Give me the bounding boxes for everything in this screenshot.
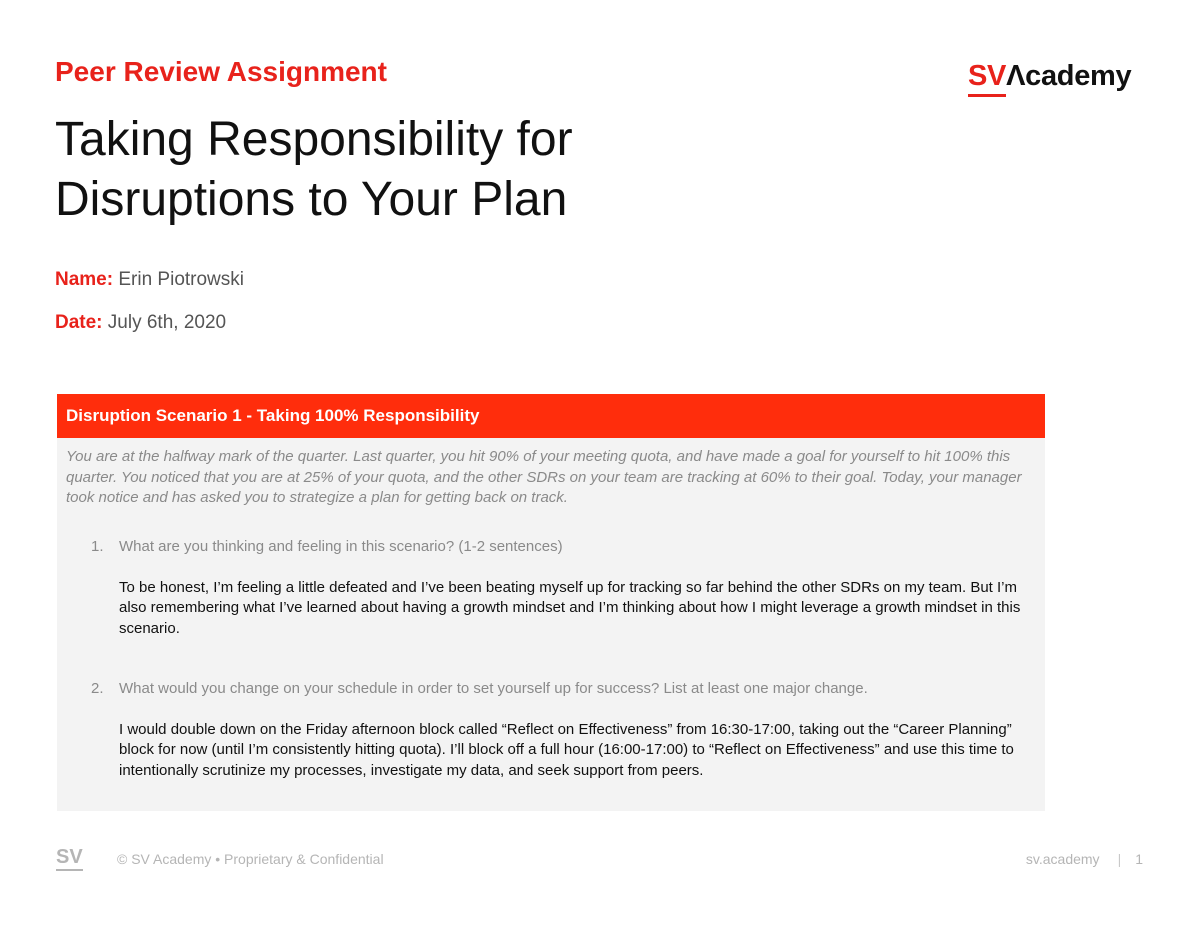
name-value: Erin Piotrowski: [118, 269, 245, 290]
footer-site: sv.academy: [1025, 851, 1100, 867]
question-text: What would you change on your schedule in order to set yourself up for success? List at least one major change.: [119, 680, 868, 697]
question-number: 1.: [91, 538, 104, 555]
assignment-kicker: Peer Review Assignment: [55, 56, 387, 87]
date-label: Date:: [55, 312, 103, 333]
name-field: [55, 269, 244, 291]
page-title: [55, 110, 573, 230]
footer-sv-logo: SV: [56, 846, 83, 868]
answer-text: To be honest, I’m feeling a little defeated and I’ve been beating myself up for tracking so far behind the other SDRs on my team. But I’m also remembering what I’ve learned about having a growth mindset and I’m thinking about how I might leverage a growth mindset in this scenario.: [119, 578, 1021, 637]
page-title-line-2: Disruptions to Your Plan: [55, 173, 568, 226]
page-title-line-1: Taking Responsibility for: [55, 113, 573, 166]
logo-lambda: Λ: [1006, 60, 1026, 92]
sv-academy-logo: [968, 60, 1131, 93]
page-number: 1: [1135, 851, 1143, 867]
question-1: [91, 537, 1029, 639]
scenario-description: You are at the halfway mark of the quarter. Last quarter, you hit 90% of your meeting quota, and have made a goal for yourself to hit 100% this quarter. You noticed that you are at 25% of your quota, and the other SDRs on your team are tracking at 60% to their goal. Today, your manager took notice and has asked you to strategize a plan for getting back on track.: [66, 448, 1022, 506]
logo-sv: SV: [968, 60, 1007, 92]
logo-academy: cademy: [1025, 60, 1132, 92]
footer-right: [1026, 851, 1143, 867]
question-2: [91, 679, 1029, 781]
answer-text: I would double down on the Friday afternoon block called “Reflect on Effectiveness” from 16:30-17:00, taking out the “Career Planning” block for now (until I’m consistently hitting quota). I’ll block off a full hour (16:00-17:00) to “Reflect on Effectiveness” and use this time to intentionally scrutinize my processes, investigate my data, and seek support from peers.: [119, 720, 1014, 779]
scenario-panel: [57, 394, 1045, 811]
name-label: Name:: [55, 269, 114, 290]
footer-separator: |: [1117, 851, 1122, 867]
question-number: 2.: [91, 680, 104, 697]
scenario-heading: Disruption Scenario 1 - Taking 100% Responsibility: [57, 394, 1045, 438]
date-field: [55, 312, 226, 334]
question-text: What are you thinking and feeling in this scenario? (1-2 sentences): [119, 538, 563, 555]
footer-copyright: © SV Academy • Proprietary & Confidential: [117, 851, 384, 867]
date-value: July 6th, 2020: [107, 312, 227, 333]
